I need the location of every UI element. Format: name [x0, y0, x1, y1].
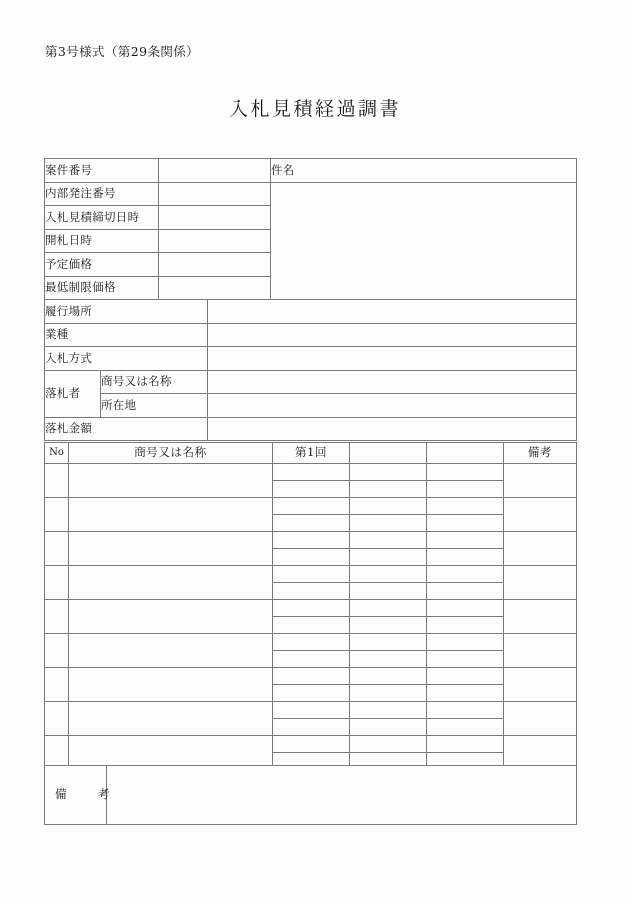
performance-location-label: 履行場所 — [45, 300, 208, 324]
bid-row-remarks[interactable] — [504, 702, 577, 736]
bid-row-round1-upper[interactable] — [273, 464, 350, 481]
bid-row-remarks[interactable] — [504, 668, 577, 702]
bid-row-round3-upper[interactable] — [427, 736, 504, 753]
winner-address-field[interactable] — [208, 394, 577, 418]
bid-row-round2-lower[interactable] — [350, 651, 427, 668]
bid-row-round3-upper[interactable] — [427, 668, 504, 685]
bid-row-round3-lower[interactable] — [427, 515, 504, 532]
bid-row-remarks[interactable] — [504, 600, 577, 634]
bid-row-no[interactable] — [45, 634, 69, 668]
subject-field[interactable] — [271, 182, 577, 300]
subject-label: 件名 — [271, 159, 577, 183]
table-row — [45, 668, 577, 685]
table-row — [45, 498, 577, 515]
winner-label: 落札者 — [45, 370, 101, 417]
bid-row-round3-lower[interactable] — [427, 685, 504, 702]
bid-row-round2-lower[interactable] — [350, 481, 427, 498]
bid-row-company[interactable] — [69, 532, 273, 566]
minimum-price-field[interactable] — [159, 276, 271, 300]
bid-row-round3-upper[interactable] — [427, 702, 504, 719]
bid-row-round2-upper[interactable] — [350, 498, 427, 515]
bid-row-remarks[interactable] — [504, 464, 577, 498]
bid-row-company[interactable] — [69, 702, 273, 736]
winner-company-label: 商号又は名称 — [101, 370, 208, 394]
column-header-round2 — [350, 443, 427, 464]
bid-row-round2-lower[interactable] — [350, 685, 427, 702]
bid-row-round1-upper[interactable] — [273, 634, 350, 651]
table-row — [45, 600, 577, 617]
bid-row-remarks[interactable] — [504, 498, 577, 532]
bid-row-no[interactable] — [45, 566, 69, 600]
bid-method-label: 入札方式 — [45, 347, 208, 371]
bid-row-round3-upper[interactable] — [427, 532, 504, 549]
table-row — [45, 370, 577, 394]
form-number: 第3号様式（第29条関係） — [45, 44, 200, 59]
bid-row-round2-lower[interactable] — [350, 617, 427, 634]
bid-row-round1-upper[interactable] — [273, 668, 350, 685]
bid-row-round2-upper[interactable] — [350, 702, 427, 719]
bid-row-round3-lower[interactable] — [427, 651, 504, 668]
bid-row-company[interactable] — [69, 464, 273, 498]
bid-row-round3-lower[interactable] — [427, 583, 504, 600]
winning-amount-field[interactable] — [208, 417, 577, 441]
page-title: 入札見積経過調書 — [228, 98, 401, 120]
bid-row-round2-lower[interactable] — [350, 515, 427, 532]
column-header-remarks: 備考 — [504, 443, 577, 464]
bid-row-no[interactable] — [45, 464, 69, 498]
bid-row-round1-upper[interactable] — [273, 736, 350, 753]
bid-row-round1-lower[interactable] — [273, 685, 350, 702]
bid-method-field[interactable] — [208, 347, 577, 371]
table-row — [45, 702, 577, 719]
internal-order-number-label: 内部発注番号 — [45, 182, 159, 206]
bid-opening-datetime-label: 開札日時 — [45, 229, 159, 253]
bid-row-no[interactable] — [45, 498, 69, 532]
table-row — [45, 300, 577, 324]
case-number-field[interactable] — [159, 159, 271, 183]
table-row — [45, 159, 577, 183]
bid-row-remarks[interactable] — [504, 634, 577, 668]
bid-row-round1-lower[interactable] — [273, 651, 350, 668]
bid-row-round2-upper[interactable] — [350, 668, 427, 685]
estimated-price-label: 予定価格 — [45, 253, 159, 277]
bid-row-round1-upper[interactable] — [273, 702, 350, 719]
table-row — [45, 532, 577, 549]
bid-row-company[interactable] — [69, 600, 273, 634]
bid-row-no[interactable] — [45, 702, 69, 736]
column-header-company: 商号又は名称 — [69, 443, 273, 464]
table-row — [45, 323, 577, 347]
bid-row-round2-upper[interactable] — [350, 736, 427, 753]
table-row — [45, 634, 577, 651]
bid-row-round1-upper[interactable] — [273, 532, 350, 549]
table-header-row — [45, 443, 577, 464]
bid-row-round3-upper[interactable] — [427, 634, 504, 651]
bid-row-round3-upper[interactable] — [427, 464, 504, 481]
bid-row-round1-upper[interactable] — [273, 498, 350, 515]
table-row — [45, 394, 577, 418]
remarks-label: 備 考 — [45, 766, 107, 825]
table-row — [45, 347, 577, 371]
bid-row-round1-upper[interactable] — [273, 566, 350, 583]
minimum-price-label: 最低制限価格 — [45, 276, 159, 300]
bid-deadline-label: 入札見積締切日時 — [45, 206, 159, 230]
bid-row-round3-upper[interactable] — [427, 566, 504, 583]
winner-address-label: 所在地 — [101, 394, 208, 418]
bid-row-round2-lower[interactable] — [350, 549, 427, 566]
table-row — [45, 766, 577, 825]
bid-row-company[interactable] — [69, 566, 273, 600]
bid-row-round1-lower[interactable] — [273, 617, 350, 634]
table-row — [45, 182, 577, 206]
table-row — [45, 736, 577, 753]
bid-row-round3-lower[interactable] — [427, 617, 504, 634]
bid-row-remarks[interactable] — [504, 532, 577, 566]
bid-results-table — [44, 442, 577, 804]
bid-row-remarks[interactable] — [504, 566, 577, 600]
case-number-label: 案件番号 — [45, 159, 159, 183]
bid-row-round3-lower[interactable] — [427, 719, 504, 736]
case-info-table — [44, 158, 577, 300]
performance-location-field[interactable] — [208, 300, 577, 324]
winning-amount-label: 落札金額 — [45, 417, 208, 441]
bid-row-company[interactable] — [69, 634, 273, 668]
estimated-price-field[interactable] — [159, 253, 271, 277]
bid-row-company[interactable] — [69, 498, 273, 532]
column-header-round1: 第1回 — [273, 443, 350, 464]
table-row — [45, 417, 577, 441]
contract-info-table — [44, 299, 577, 441]
bid-row-round3-lower[interactable] — [427, 481, 504, 498]
bid-row-round2-lower[interactable] — [350, 719, 427, 736]
industry-type-field[interactable] — [208, 323, 577, 347]
column-header-no: No — [45, 443, 69, 464]
bid-row-round2-lower[interactable] — [350, 583, 427, 600]
industry-type-label: 業種 — [45, 323, 208, 347]
bid-row-no[interactable] — [45, 600, 69, 634]
bid-row-round2-upper[interactable] — [350, 566, 427, 583]
bid-deadline-field[interactable] — [159, 206, 271, 230]
bid-row-round2-upper[interactable] — [350, 600, 427, 617]
bid-row-round1-upper[interactable] — [273, 600, 350, 617]
bid-row-round3-lower[interactable] — [427, 549, 504, 566]
bid-row-round1-lower[interactable] — [273, 481, 350, 498]
table-row — [45, 464, 577, 481]
bid-row-round1-lower[interactable] — [273, 719, 350, 736]
winner-company-field[interactable] — [208, 370, 577, 394]
bid-row-no[interactable] — [45, 668, 69, 702]
bid-row-company[interactable] — [69, 668, 273, 702]
remarks-table — [44, 765, 577, 825]
bid-row-round2-upper[interactable] — [350, 532, 427, 549]
bid-row-round3-upper[interactable] — [427, 600, 504, 617]
bid-row-round1-lower[interactable] — [273, 515, 350, 532]
bid-row-round1-lower[interactable] — [273, 583, 350, 600]
bid-row-round2-upper[interactable] — [350, 464, 427, 481]
bid-row-round2-upper[interactable] — [350, 634, 427, 651]
internal-order-number-field[interactable] — [159, 182, 271, 206]
remarks-field[interactable] — [107, 766, 577, 825]
bid-row-round3-upper[interactable] — [427, 498, 504, 515]
column-header-round3 — [427, 443, 504, 464]
bid-row-round1-lower[interactable] — [273, 549, 350, 566]
bid-row-no[interactable] — [45, 532, 69, 566]
bid-opening-datetime-field[interactable] — [159, 229, 271, 253]
table-row — [45, 566, 577, 583]
